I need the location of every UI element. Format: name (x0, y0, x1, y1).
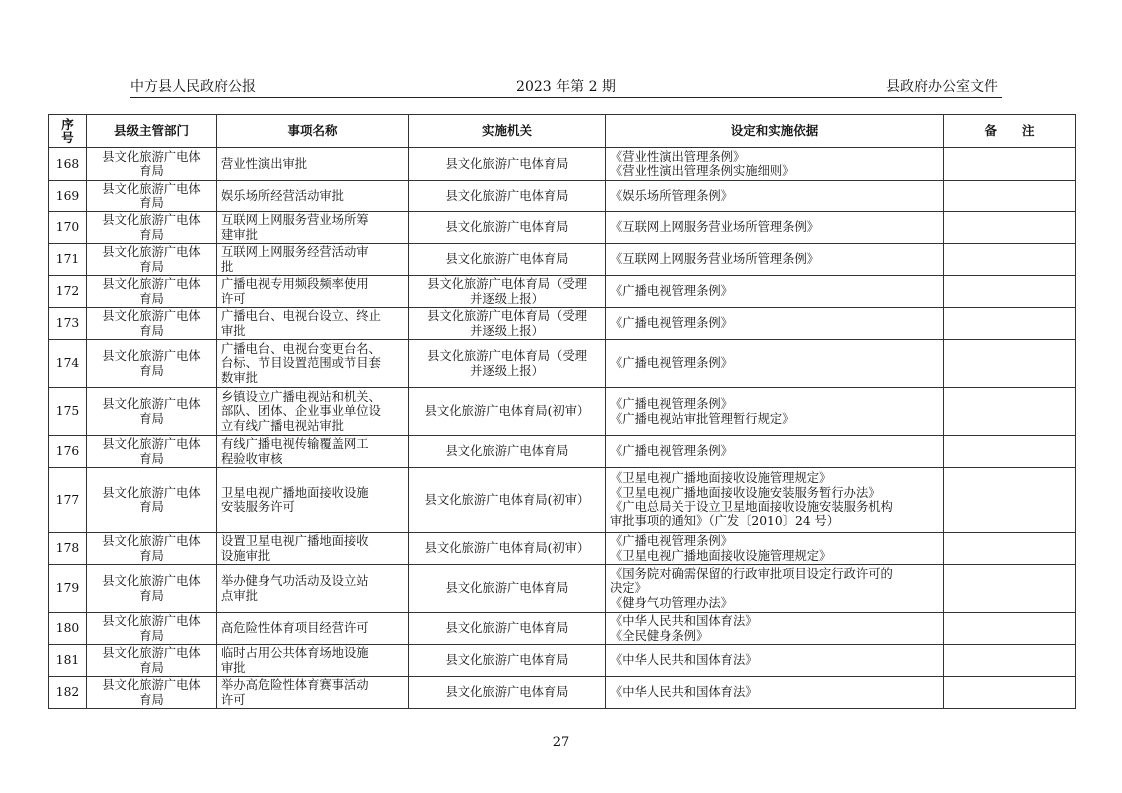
header-issue: 2023 年第 2 期 (516, 79, 616, 95)
item-name-cell (217, 468, 409, 533)
department-cell (87, 340, 217, 388)
table-row (49, 388, 1076, 436)
cell-text-line: 高危险性体育项目经营许可 (221, 621, 369, 636)
item-number: 180 (49, 613, 87, 645)
legal-basis-cell (606, 468, 944, 533)
cell-text-line: 县文化旅游广电体 (102, 437, 201, 452)
remarks-cell (944, 436, 1076, 468)
item-name-cell (217, 565, 409, 613)
remarks-cell (944, 468, 1076, 533)
agency-cell (409, 388, 606, 436)
cell-text-line: 县文化旅游广电体 (102, 309, 201, 324)
cell-text-line: 批 (221, 259, 234, 274)
remarks-cell (944, 388, 1076, 436)
agency-cell (409, 565, 606, 613)
remarks-cell (944, 212, 1076, 244)
column-header-implementing-agency (409, 115, 606, 148)
cell-text-line: 《卫星电视广播地面接收设施安装服务暂行办法》 (610, 485, 881, 500)
cell-text-line: 县文化旅游广电体育局（受理 (427, 349, 587, 364)
department-cell (87, 468, 217, 533)
item-name-cell (217, 645, 409, 677)
column-header-department (87, 115, 217, 148)
legal-basis-cell (606, 148, 944, 181)
cell-text-line: 并逐级上报） (470, 291, 544, 306)
cell-text-line: 县文化旅游广电体育局 (445, 621, 569, 636)
cell-text-line: 并逐级上报） (470, 323, 544, 338)
cell-text-line: 《娱乐场所管理条例》 (610, 188, 733, 203)
item-name-cell (217, 244, 409, 276)
legal-basis-cell (606, 613, 944, 645)
cell-text-line: 点审批 (221, 588, 258, 603)
column-header-number (49, 115, 87, 148)
item-name-cell (217, 388, 409, 436)
cell-text-line: 《广电总局关于设立卫星地面接收设施安装服务机构 (610, 500, 893, 514)
legal-basis-cell (606, 212, 944, 244)
agency-cell (409, 244, 606, 276)
agency-cell (409, 468, 606, 533)
cell-text-line: 《广播电视站审批管理暂行规定》 (610, 411, 795, 426)
cell-text-line: 《广播电视管理条例》 (610, 397, 733, 412)
header-text-line: 设定和实施依据 (730, 122, 819, 138)
item-number: 181 (49, 645, 87, 677)
page-number: 27 (552, 735, 570, 750)
item-number: 170 (49, 212, 87, 244)
item-number: 169 (49, 181, 87, 212)
agency-cell (409, 276, 606, 308)
cell-text-line: 县文化旅游广电体 (102, 213, 201, 228)
cell-text-line: 县文化旅游广电体育局 (445, 220, 569, 235)
item-name-cell (217, 613, 409, 645)
table-row (49, 340, 1076, 388)
department-cell (87, 308, 217, 340)
cell-text-line: 县文化旅游广电体 (102, 614, 201, 629)
agency-cell (409, 181, 606, 212)
cell-text-line: 《中华人民共和国体育法》 (610, 614, 758, 629)
agency-cell (409, 308, 606, 340)
cell-text-line: 县文化旅游广电体 (102, 678, 201, 693)
cell-text-line: 《广播电视管理条例》 (610, 534, 733, 549)
department-cell (87, 181, 217, 212)
cell-text-line: 审批 (221, 323, 246, 338)
cell-text-line: 县文化旅游广电体 (102, 574, 201, 589)
legal-basis-cell (606, 308, 944, 340)
item-number: 172 (49, 276, 87, 308)
item-name-cell (217, 677, 409, 709)
legal-basis-cell (606, 645, 944, 677)
remarks-cell (944, 613, 1076, 645)
cell-text-line: 乡镇设立广播电视站和机关、 (221, 390, 381, 405)
table-row (49, 181, 1076, 212)
item-name-cell (217, 340, 409, 388)
table-row (49, 212, 1076, 244)
column-header-legal-basis (606, 115, 944, 148)
cell-text-line: 县文化旅游广电体 (102, 349, 201, 364)
agency-cell (409, 436, 606, 468)
cell-text-line: 设置卫星电视广播地面接收 (221, 534, 369, 549)
legal-basis-cell (606, 565, 944, 613)
legal-basis-cell (606, 677, 944, 709)
legal-basis-cell (606, 436, 944, 468)
header-doc-type: 县政府办公室文件 (886, 79, 998, 95)
table-row (49, 148, 1076, 181)
table-row (49, 244, 1076, 276)
header-text-line: 实施机关 (481, 122, 532, 138)
cell-text-line: 《广播电视管理条例》 (610, 356, 733, 371)
cell-text-line: 县文化旅游广电体育局 (445, 252, 569, 267)
cell-text-line: 决定》 (610, 581, 647, 596)
cell-text-line: 县文化旅游广电体 (102, 181, 201, 196)
header-text-line: 事项名称 (287, 122, 338, 138)
item-number: 174 (49, 340, 87, 388)
item-number: 177 (49, 468, 87, 533)
table-row (49, 645, 1076, 677)
legal-basis-cell (606, 181, 944, 212)
table-row (49, 436, 1076, 468)
cell-text-line: 《互联网上网服务营业场所管理条例》 (610, 252, 820, 267)
cell-text-line: 育局 (139, 259, 164, 274)
item-name-cell (217, 181, 409, 212)
department-cell (87, 645, 217, 677)
cell-text-line: 举办高危险性体育赛事活动 (221, 678, 369, 693)
approval-items-table (48, 114, 1076, 709)
cell-text-line: 育局 (139, 548, 164, 563)
table-row (49, 677, 1076, 709)
item-name-cell (217, 276, 409, 308)
cell-text-line: 建审批 (221, 227, 258, 242)
cell-text-line: 有线广播电视传输覆盖网工 (221, 437, 369, 452)
remarks-cell (944, 276, 1076, 308)
cell-text-line: 育局 (139, 451, 164, 466)
remarks-cell (944, 340, 1076, 388)
cell-text-line: 县文化旅游广电体育局 (445, 156, 569, 171)
cell-text-line: 《广播电视管理条例》 (610, 284, 733, 299)
department-cell (87, 388, 217, 436)
agency-cell (409, 148, 606, 181)
cell-text-line: 审批 (221, 660, 246, 675)
cell-text-line: 育局 (139, 196, 164, 210)
cell-text-line: 并逐级上报） (470, 363, 544, 378)
cell-text-line: 县文化旅游广电体育局(初审） (424, 404, 590, 419)
cell-text-line: 《国务院对确需保留的行政审批项目设定行政许可的 (610, 567, 893, 582)
cell-text-line: 育局 (139, 363, 164, 378)
table-row (49, 308, 1076, 340)
department-cell (87, 244, 217, 276)
cell-text-line: 设施审批 (221, 548, 271, 563)
agency-cell (409, 212, 606, 244)
department-cell (87, 533, 217, 565)
cell-text-line: 《卫星电视广播地面接收设施管理规定》 (610, 471, 832, 486)
department-cell (87, 148, 217, 181)
cell-text-line: 营业性演出审批 (221, 156, 308, 171)
legal-basis-cell (606, 244, 944, 276)
cell-text-line: 育局 (139, 227, 164, 242)
cell-text-line: 《广播电视管理条例》 (610, 316, 733, 331)
item-name-cell (217, 212, 409, 244)
agency-cell (409, 613, 606, 645)
department-cell (87, 436, 217, 468)
item-number: 175 (49, 388, 87, 436)
header-text-line: 号 (61, 130, 74, 145)
agency-cell (409, 677, 606, 709)
cell-text-line: 育局 (139, 660, 164, 675)
item-number: 178 (49, 533, 87, 565)
cell-text-line: 县文化旅游广电体育局 (445, 581, 569, 596)
remarks-cell (944, 565, 1076, 613)
item-number: 179 (49, 565, 87, 613)
cell-text-line: 临时占用公共体育场地设施 (221, 646, 369, 661)
remarks-cell (944, 308, 1076, 340)
cell-text-line: 立有线广播电视站审批 (221, 418, 344, 433)
item-name-cell (217, 436, 409, 468)
agency-cell (409, 533, 606, 565)
cell-text-line: 育局 (139, 588, 164, 603)
cell-text-line: 广播电台、电视台设立、终止 (221, 309, 381, 324)
cell-text-line: 互联网上网服务营业场所筹 (221, 213, 369, 228)
remarks-cell (944, 645, 1076, 677)
cell-text-line: 县文化旅游广电体 (102, 245, 201, 260)
cell-text-line: 审批事项的通知》（广发〔2010〕24 号） (610, 514, 840, 529)
item-name-cell (217, 308, 409, 340)
cell-text-line: 互联网上网服务经营活动审 (221, 245, 369, 260)
department-cell (87, 565, 217, 613)
table-row (49, 613, 1076, 645)
item-number: 173 (49, 308, 87, 340)
department-cell (87, 613, 217, 645)
cell-text-line: 安装服务许可 (221, 500, 295, 514)
cell-text-line: 县文化旅游广电体 (102, 277, 201, 292)
item-number: 168 (49, 148, 87, 181)
header-gazette-title: 中方县人民政府公报 (130, 79, 256, 95)
cell-text-line: 许可 (221, 692, 246, 707)
cell-text-line: 育局 (139, 164, 164, 178)
header-text-line: 备 注 (984, 122, 1035, 138)
cell-text-line: 育局 (139, 628, 164, 643)
agency-cell (409, 645, 606, 677)
legal-basis-cell (606, 276, 944, 308)
remarks-cell (944, 533, 1076, 565)
cell-text-line: 县文化旅游广电体育局（受理 (427, 309, 587, 324)
cell-text-line: 《卫星电视广播地面接收设施管理规定》 (610, 548, 832, 563)
cell-text-line: 《全民健身条例》 (610, 628, 709, 643)
cell-text-line: 《广播电视管理条例》 (610, 444, 733, 459)
cell-text-line: 育局 (139, 411, 164, 426)
cell-text-line: 《互联网上网服务营业场所管理条例》 (610, 220, 820, 235)
cell-text-line: 县文化旅游广电体育局（受理 (427, 277, 587, 292)
legal-basis-cell (606, 533, 944, 565)
cell-text-line: 县文化旅游广电体 (102, 534, 201, 549)
header-text-line: 序 (61, 117, 74, 132)
cell-text-line: 县文化旅游广电体 (102, 149, 201, 164)
item-name-cell (217, 533, 409, 565)
cell-text-line: 数审批 (221, 370, 258, 385)
item-number: 171 (49, 244, 87, 276)
remarks-cell (944, 181, 1076, 212)
cell-text-line: 台标、节目设置范围或节目套 (221, 356, 381, 371)
cell-text-line: 育局 (139, 291, 164, 306)
cell-text-line: 县文化旅游广电体育局 (445, 188, 569, 203)
table-row (49, 276, 1076, 308)
table-row (49, 565, 1076, 613)
table-row (49, 533, 1076, 565)
header-text-line: 县级主管部门 (113, 122, 189, 138)
table-body (49, 148, 1076, 709)
cell-text-line: 县文化旅游广电体育局 (445, 444, 569, 459)
department-cell (87, 677, 217, 709)
cell-text-line: 部队、团体、企业事业单位设 (221, 404, 381, 419)
column-header-item-name (217, 115, 409, 148)
legal-basis-cell (606, 340, 944, 388)
cell-text-line: 许可 (221, 291, 246, 306)
legal-basis-cell (606, 388, 944, 436)
table-header-row (49, 115, 1076, 148)
cell-text-line: 县文化旅游广电体育局 (445, 653, 569, 668)
column-header-remarks (944, 115, 1076, 148)
cell-text-line: 育局 (139, 500, 164, 514)
cell-text-line: 卫星电视广播地面接收设施 (221, 485, 369, 500)
page-header (130, 77, 1002, 98)
cell-text-line: 《健身气功管理办法》 (610, 595, 733, 610)
agency-cell (409, 340, 606, 388)
cell-text-line: 《营业性演出管理条例实施细则》 (610, 164, 795, 178)
department-cell (87, 212, 217, 244)
remarks-cell (944, 677, 1076, 709)
cell-text-line: 举办健身气功活动及设立站 (221, 574, 369, 589)
cell-text-line: 育局 (139, 692, 164, 707)
cell-text-line: 娱乐场所经营活动审批 (221, 188, 344, 203)
cell-text-line: 县文化旅游广电体 (102, 646, 201, 661)
cell-text-line: 《中华人民共和国体育法》 (610, 653, 758, 668)
item-number: 176 (49, 436, 87, 468)
cell-text-line: 育局 (139, 323, 164, 338)
cell-text-line: 县文化旅游广电体 (102, 485, 201, 500)
remarks-cell (944, 244, 1076, 276)
cell-text-line: 广播电视专用频段频率使用 (221, 277, 369, 292)
cell-text-line: 县文化旅游广电体育局 (445, 685, 569, 700)
department-cell (87, 276, 217, 308)
cell-text-line: 县文化旅游广电体 (102, 397, 201, 412)
cell-text-line: 《营业性演出管理条例》 (610, 149, 746, 164)
item-number: 182 (49, 677, 87, 709)
cell-text-line: 广播电台、电视台变更台名、 (221, 342, 381, 357)
cell-text-line: 程验收审核 (221, 451, 283, 466)
remarks-cell (944, 148, 1076, 181)
cell-text-line: 县文化旅游广电体育局(初审） (424, 541, 590, 556)
cell-text-line: 《中华人民共和国体育法》 (610, 685, 758, 700)
item-name-cell (217, 148, 409, 181)
cell-text-line: 县文化旅游广电体育局(初审） (424, 492, 590, 507)
table-row (49, 468, 1076, 533)
